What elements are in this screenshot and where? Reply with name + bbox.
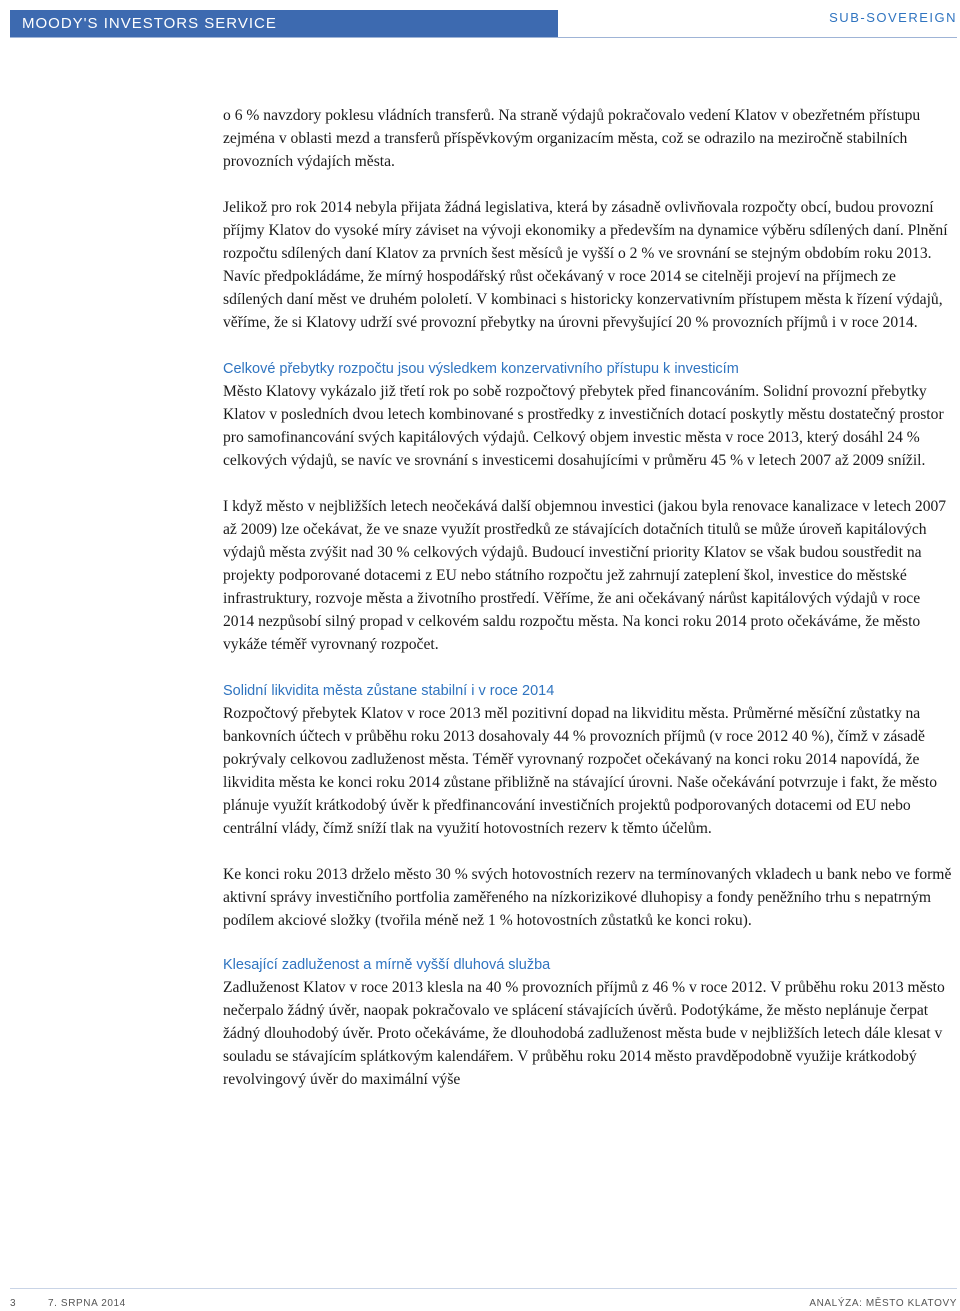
brand-logo: MOODY'S INVESTORS SERVICE: [22, 15, 277, 32]
section-heading-debt: Klesající zadluženost a mírně vyšší dluhová služba: [223, 957, 551, 973]
paragraph-7: Zadluženost Klatov v roce 2013 klesla na 40 % provozních příjmů z 46 % v roce 2012. V průběhu roku 2013 město nečerpalo žádný úvěr, naopak pokračovalo ve splácení stávajících úvěrů. Podotýkáme, že město neplánuje čerpat žádný dlouhodobý úvěr. Proto očekáváme, že dlouhodobá zadluženost města bude v nejbližších letech dále klesat v souladu se stávajícím splátkovým kalendářem. V průběhu roku 2014 město pravděpodobně využije krátkodobý revolvingový úvěr do maximální výše: [223, 979, 945, 1088]
paragraph-5: Rozpočtový přebytek Klatov v roce 2013 měl pozitivní dopad na likviditu města. Průměrné měsíční zůstatky na bankovních účtech v průběhu roku 2013 dosahovaly 44 % provozních příjmů (v roce 2012 40 %), čímž v zásadě pokrývaly celkovou zadluženost města. Téměř vyrovnaný rozpočet očekávaný na konci roku 2014 napovídá, že likvidita města ke konci roku 2014 zůstane přibližně na stávající úrovni. Naše očekávání potvrzuje i fakt, že město plánuje využít krátkodobý úvěr k předfinancování investičních projektů podporovaných dotacemi od EU nebo centrální vlády, čímž sníží tlak na využití hotovostních rezerv k těmto účelům.: [223, 705, 938, 837]
document-body: [223, 104, 953, 1091]
paragraph-3: Město Klatovy vykázalo již třetí rok po sobě rozpočtový přebytek před financováním. Solidní provozní přebytky Klatov v posledních dvou letech kombinované s prostředky z investičních dotací poskytly městu dostatečný prostor pro samofinancování svých kapitálových výdajů. Celkový objem investic města v roce 2013, který dosáhl 24 % celkových výdajů, se navíc ve srovnání s investicemi dosahujícími v průměru 45 % v letech 2007 až 2009 snížil.: [223, 383, 944, 469]
section-heading-liquidity: Solidní likvidita města zůstane stabilní i v roce 2014: [223, 683, 555, 699]
page-number: 3: [10, 1298, 17, 1309]
footer-divider: [10, 1288, 957, 1289]
header-divider: [10, 37, 957, 38]
paragraph-6: Ke konci roku 2013 drželo město 30 % svých hotovostních rezerv na termínovaných vkladech u bank nebo ve formě aktivní správy investičního portfolia zaměřeného na nízkorizikové dluhopisy a fondy peněžního trhu s nepatrným podílem akciové složky (tvořila méně než 1 % hotovostních zůstatků ke konci roku).: [223, 866, 952, 929]
paragraph-4: I když město v nejbližších letech neočekává další objemnou investici (jakou byla renovace kanalizace v letech 2007 až 2009) lze očekávat, že ve snaze využít prostředků ze stávajících dotačních titulů se může úroveň kapitálových výdajů města zvýšit nad 30 % celkových výdajů. Budoucí investiční priority Klatov se však budou soustředit na projekty podporované dotacemi z EU nebo státního rozpočtu jež zahrnují zateplení škol, investice do městské infrastruktury, rozvoje města a životního prostředí. Věříme, že ani očekávaný nárůst kapitálových výdajů v roce 2014 nezpůsobí silný propad v celkovém saldu rozpočtu města. Na konci roku 2014 proto očekáváme, že město vykáže téměř vyrovnaný rozpočet.: [223, 498, 947, 653]
section-heading-investments: Celkové přebytky rozpočtu jsou výsledkem konzervativního přístupu k investicím: [223, 361, 739, 377]
paragraph-2: Jelikož pro rok 2014 nebyla přijata žádná legislativa, která by zásadně ovlivňovala rozpočty obcí, budou provozní příjmy Klatov do vysoké míry záviset na vývoji ekonomiky a především na dynamice výběru sdílených daní. Plnění rozpočtu sdílených daní Klatov za prvních šest měsíců je vyšší o 2 % ve srovnání se stejným obdobím roku 2013. Navíc předpokládáme, že mírný hospodářský růst očekávaný v roce 2014 se citelněji projeví na příjmech ze sdílených daní měst ve druhém pololetí. V kombinaci s historicky konzervativním přístupem města k řízení výdajů, věříme, že si Klatovy udrží své provozní přebytky na úrovni převyšující 20 % provozních příjmů i v roce 2014.: [223, 199, 948, 331]
paragraph-1: o 6 % navzdory poklesu vládních transferů. Na straně výdajů pokračovalo vedení Klatov v obezřetném přístupu zejména v oblasti mezd a transferů příspěvkovým organizacím města, což se odrazilo na meziročně stabilních provozních výdajích města.: [223, 107, 921, 170]
header-bar: [10, 10, 558, 38]
section-label: SUB-SOVEREIGN: [829, 10, 957, 25]
report-title: ANALÝZA: MĚSTO KLATOVY: [809, 1298, 957, 1309]
publication-date: 7. SRPNA 2014: [48, 1298, 126, 1309]
